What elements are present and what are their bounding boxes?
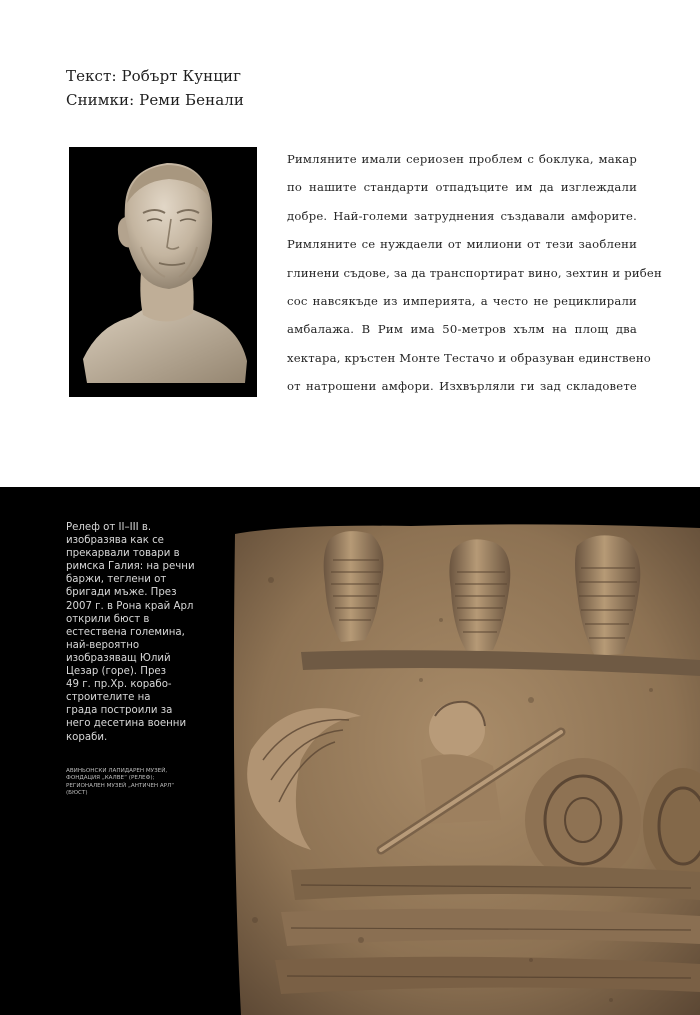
body-line: от натрошени амфори. Изхвърляли ги зад складовете xyxy=(287,379,637,394)
marble-bust-photo xyxy=(69,147,257,397)
body-line: глинени съдове, за да транспортират вино, зехтин и рибен xyxy=(287,265,662,280)
body-line: добре. Най-големи затруднения създавали амфорите. xyxy=(287,208,637,223)
photo-credit: Снимки: Реми Бенали xyxy=(66,91,245,109)
stone-relief-photo xyxy=(231,520,700,1015)
caption-line: града построили за xyxy=(66,705,173,717)
caption-line: кораби. xyxy=(66,731,108,743)
caption-line: 2007 г. в Рона край Арл xyxy=(66,600,194,612)
source-line: РЕГИОНАЛЕН МУЗЕЙ „АНТИЧЕН АРЛ“ xyxy=(66,782,175,789)
caption-line: открили бюст в xyxy=(66,613,150,625)
caption-line: изобразява как се xyxy=(66,535,164,547)
article-credits xyxy=(66,64,244,112)
caption-line: 49 г. пр.Хр. корабо- xyxy=(66,679,172,691)
body-line: Римляните имали сериозен проблем с боклука, макар xyxy=(287,152,637,166)
caption-line: строителите на xyxy=(66,692,151,704)
caption-line: изобразяващ Юлий xyxy=(66,652,171,664)
caption-line: бригади мъже. През xyxy=(66,587,177,599)
article-body xyxy=(287,145,662,401)
body-line: сос навсякъде из империята, а често не рециклирали xyxy=(287,294,637,309)
body-line: по нашите стандарти отпадъците им да изглеждали xyxy=(287,180,637,195)
caption-line: Релеф от II–III в. xyxy=(66,522,152,533)
body-line: хектара, кръстен Монте Тестачо и образуван единствено xyxy=(287,350,651,365)
caption-line: естествена големина, xyxy=(66,626,185,638)
body-line: Римляните се нуждаели от милиони от тези заоблени xyxy=(287,237,637,252)
caption-line: Цезар (горе). През xyxy=(66,666,167,678)
body-line: амбалажа. В Рим има 50-метров хълм на площ два xyxy=(287,322,637,337)
source-line: ФОНДАЦИЯ „КАЛВЕ“ (РЕЛЕФ); xyxy=(66,775,155,782)
caption-line: него десетина военни xyxy=(66,718,187,730)
photo-caption xyxy=(66,521,216,744)
caption-line: баржи, теглени от xyxy=(66,574,167,586)
photo-source-credit xyxy=(66,768,216,798)
author-credit: Текст: Робърт Кунциг xyxy=(66,67,242,85)
caption-line: най-вероятно xyxy=(66,639,140,651)
caption-line: римска Галия: на речни xyxy=(66,561,195,573)
source-line: (БЮСТ) xyxy=(66,790,88,797)
caption-line: прекарвали товари в xyxy=(66,548,180,560)
source-line: АВИНЬОНСКИ ЛАПИДАРЕН МУЗЕЙ, xyxy=(66,768,168,774)
